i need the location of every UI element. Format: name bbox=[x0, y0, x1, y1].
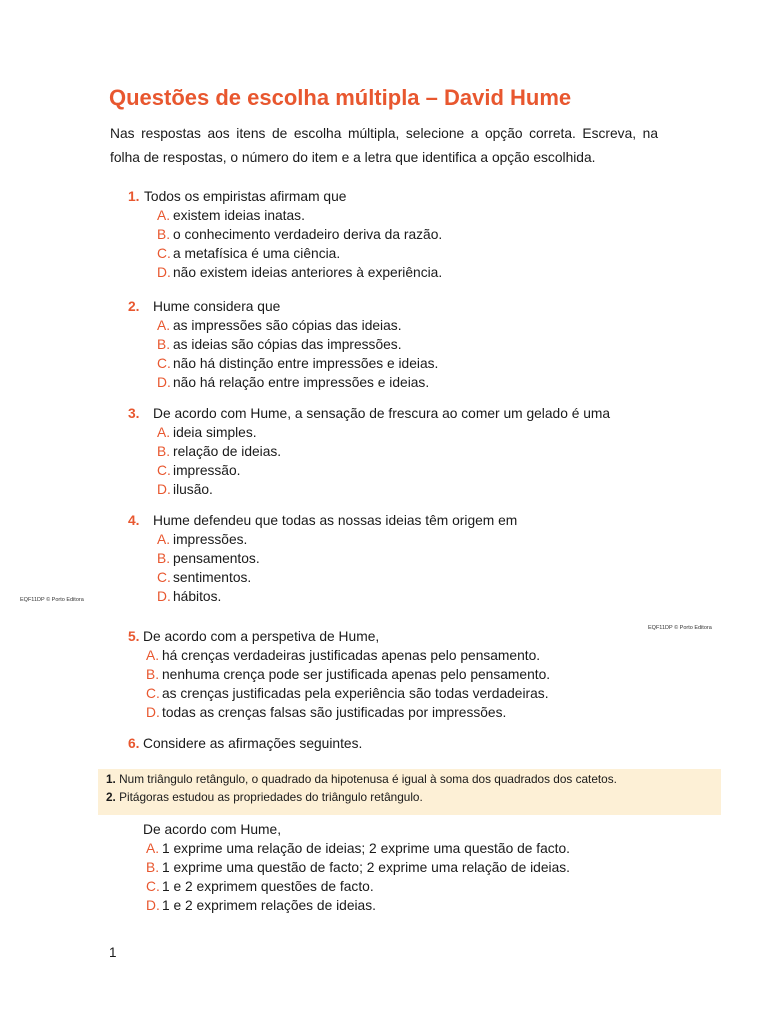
question-stem: Considere as afirmações seguintes. bbox=[143, 736, 363, 751]
option-a bbox=[128, 423, 610, 442]
option-letter: A. bbox=[157, 208, 171, 223]
option-letter: A. bbox=[157, 318, 171, 333]
statement-text: Pitágoras estudou as propriedades do triângulo retângulo. bbox=[119, 790, 423, 804]
option-b bbox=[128, 665, 550, 684]
option-d bbox=[128, 263, 442, 282]
option-b bbox=[143, 858, 570, 877]
question-4 bbox=[128, 511, 517, 606]
question-number: 3. bbox=[128, 406, 140, 421]
option-letter: C. bbox=[157, 570, 171, 585]
option-text: há crenças verdadeiras justificadas apenas pelo pensamento. bbox=[162, 648, 541, 663]
option-a bbox=[128, 530, 517, 549]
publisher-watermark: EQF11DP © Porto Editora bbox=[648, 625, 712, 631]
page-number: 1 bbox=[109, 945, 117, 960]
option-text: 1 exprime uma relação de ideias; 2 exprime uma questão de facto. bbox=[162, 841, 570, 856]
option-letter: B. bbox=[146, 667, 160, 682]
option-text: existem ideias inatas. bbox=[173, 208, 305, 223]
option-c bbox=[128, 244, 442, 263]
option-letter: D. bbox=[157, 589, 171, 604]
question-number: 6. bbox=[128, 736, 140, 751]
option-text: ideia simples. bbox=[173, 425, 257, 440]
option-letter: D. bbox=[146, 705, 160, 720]
question-number: 1. bbox=[128, 189, 140, 204]
option-letter: D. bbox=[157, 482, 171, 497]
statements-box bbox=[98, 769, 721, 815]
option-b bbox=[128, 549, 517, 568]
option-text: nenhuma crença pode ser justificada apenas pelo pensamento. bbox=[162, 667, 551, 682]
option-text: o conhecimento verdadeiro deriva da razão. bbox=[173, 227, 443, 242]
option-text: 1 e 2 exprimem relações de ideias. bbox=[162, 898, 376, 913]
option-letter: B. bbox=[157, 337, 171, 352]
option-text: a metafísica é uma ciência. bbox=[173, 246, 341, 261]
statement-2 bbox=[106, 790, 423, 804]
statement-text: Num triângulo retângulo, o quadrado da hipotenusa é igual à soma dos quadrados dos catetos. bbox=[119, 772, 617, 786]
question-sub-stem: De acordo com Hume, bbox=[143, 822, 282, 837]
option-text: todas as crenças falsas são justificadas por impressões. bbox=[162, 705, 507, 720]
question-stem: De acordo com a perspetiva de Hume, bbox=[143, 629, 380, 644]
option-text: não há distinção entre impressões e ideias. bbox=[173, 356, 439, 371]
option-letter: C. bbox=[157, 246, 171, 261]
option-letter: B. bbox=[157, 227, 171, 242]
option-letter: D. bbox=[146, 898, 160, 913]
option-text: 1 exprime uma questão de facto; 2 exprime uma relação de ideias. bbox=[162, 860, 570, 875]
question-number: 5. bbox=[128, 629, 140, 644]
question-1 bbox=[128, 187, 442, 282]
question-stem: De acordo com Hume, a sensação de frescura ao comer um gelado é uma bbox=[153, 406, 611, 421]
option-text: as crenças justificadas pela experiência são todas verdadeiras. bbox=[162, 686, 549, 701]
page-title: Questões de escolha múltipla – David Hume bbox=[109, 85, 572, 110]
option-text: sentimentos. bbox=[173, 570, 252, 585]
option-letter: D. bbox=[157, 265, 171, 280]
option-letter: D. bbox=[157, 375, 171, 390]
option-a bbox=[128, 206, 442, 225]
option-a bbox=[143, 839, 570, 858]
option-text: relação de ideias. bbox=[173, 444, 282, 459]
option-text: as ideias são cópias das impressões. bbox=[173, 337, 402, 352]
option-letter: B. bbox=[146, 860, 160, 875]
option-letter: C. bbox=[157, 356, 171, 371]
option-d bbox=[128, 703, 550, 722]
option-text: impressões. bbox=[173, 532, 248, 547]
option-b bbox=[128, 442, 610, 461]
option-b bbox=[128, 225, 442, 244]
option-text: não existem ideias anteriores à experiência. bbox=[173, 265, 443, 280]
question-stem: Todos os empiristas afirmam que bbox=[144, 189, 347, 204]
option-c bbox=[128, 684, 550, 703]
publisher-watermark: EQF11DP © Porto Editora bbox=[20, 597, 84, 603]
question-number: 4. bbox=[128, 513, 140, 528]
option-c bbox=[128, 461, 610, 480]
option-text: não há relação entre impressões e ideias. bbox=[173, 375, 430, 390]
option-text: pensamentos. bbox=[173, 551, 260, 566]
option-letter: A. bbox=[157, 425, 171, 440]
option-a bbox=[128, 646, 550, 665]
instructions-paragraph: Nas respostas aos itens de escolha múltipla, selecione a opção correta. Escreva, na folha de respostas, o número do item e a letra que identifica a opção escolhida. bbox=[110, 126, 658, 165]
option-text: impressão. bbox=[173, 463, 241, 478]
option-d bbox=[128, 480, 610, 499]
option-letter: A. bbox=[146, 841, 160, 856]
statement-number: 1. bbox=[106, 772, 116, 786]
question-5 bbox=[128, 627, 550, 722]
question-6 bbox=[128, 734, 362, 753]
option-c bbox=[128, 354, 438, 373]
option-letter: A. bbox=[157, 532, 171, 547]
option-letter: B. bbox=[157, 444, 171, 459]
option-text: ilusão. bbox=[173, 482, 213, 497]
question-stem: Hume defendeu que todas as nossas ideias têm origem em bbox=[153, 513, 518, 528]
question-number: 2. bbox=[128, 299, 140, 314]
option-text: as impressões são cópias das ideias. bbox=[173, 318, 402, 333]
option-c bbox=[128, 568, 517, 587]
option-text: hábitos. bbox=[173, 589, 222, 604]
option-letter: C. bbox=[146, 686, 160, 701]
question-6-options bbox=[143, 820, 570, 915]
option-d bbox=[128, 587, 517, 606]
option-d bbox=[143, 896, 570, 915]
question-2 bbox=[128, 297, 438, 392]
option-letter: B. bbox=[157, 551, 171, 566]
statement-number: 2. bbox=[106, 790, 116, 804]
option-letter: C. bbox=[157, 463, 171, 478]
option-a bbox=[128, 316, 438, 335]
statement-1 bbox=[106, 772, 617, 786]
option-letter: A. bbox=[146, 648, 160, 663]
option-b bbox=[128, 335, 438, 354]
question-stem: Hume considera que bbox=[153, 299, 281, 314]
option-d bbox=[128, 373, 438, 392]
option-text: 1 e 2 exprimem questões de facto. bbox=[162, 879, 374, 894]
option-c bbox=[143, 877, 570, 896]
question-3 bbox=[128, 404, 610, 499]
option-letter: C. bbox=[146, 879, 160, 894]
